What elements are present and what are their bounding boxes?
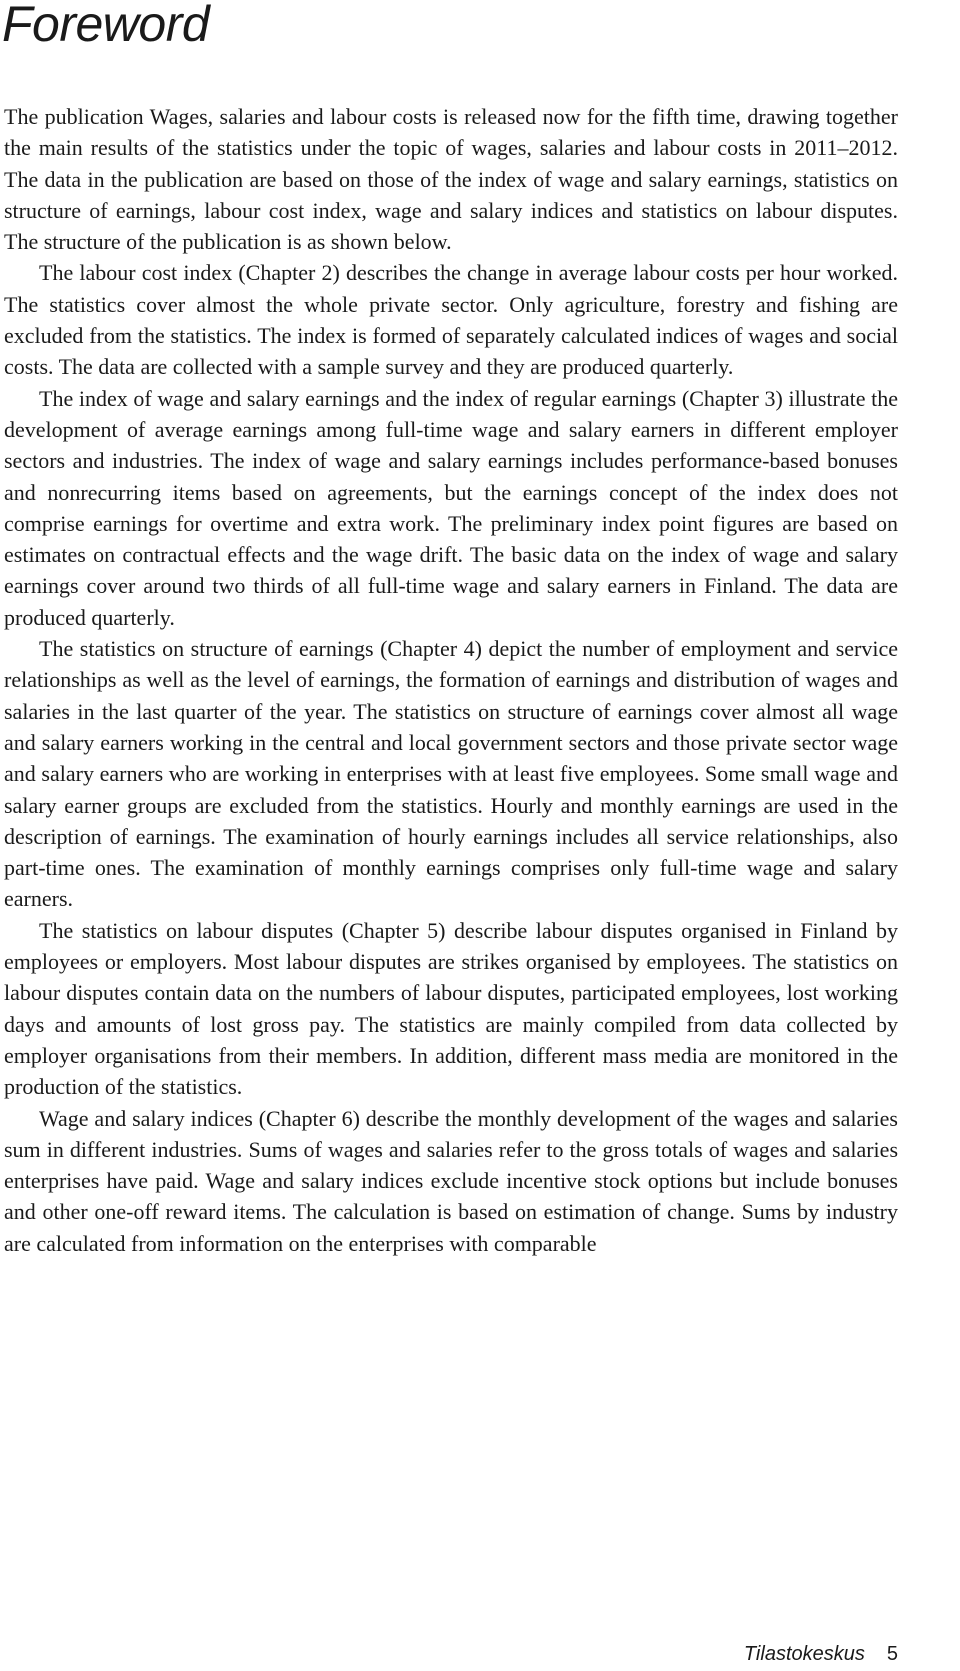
- paragraph-intro: The publication Wages, salaries and labour costs is released now for the fifth time, drawing together the main results of the statistics under the topic of wages, salaries and labour costs in 2011–2012. The data in the publication are based on those of the index of wage and salary earnings, statistics on structure of earnings, labour cost index, wage and salary indices and statistics on labour disputes. The structure of the publication is as shown below.: [4, 104, 898, 255]
- paragraph-labour-cost-index: The labour cost index (Chapter 2) describes the change in average labour costs per hour worked. The statistics cover almost the whole private sector. Only agriculture, forestry and fishing are excluded from the statistics. The index is formed of separately calculated indices of wages and social costs. The data are collected with a sample survey and they are produced quarterly.: [4, 260, 898, 380]
- paragraph-structure-of-earnings: The statistics on structure of earnings (Chapter 4) depict the number of employment and service relationships as well as the level of earnings, the formation of earnings and distribution of wages and salaries in the last quarter of the year. The statistics on structure of earnings cover almost all wage and salary earners working in the central and local government sectors and those private sector wage and salary earners who are working in enterprises with at least five employees. Some small wage and salary earner groups are excluded from the statistics. Hourly and monthly earnings are used in the description of earnings. The examination of hourly earnings includes all service relationships, also part-time ones. The examination of monthly earnings comprises only full-time wage and salary earners.: [4, 636, 898, 912]
- page-footer: [744, 1641, 898, 1667]
- footer-publisher: Tilastokeskus: [743, 1643, 865, 1665]
- paragraph-wage-salary-earnings-index: The index of wage and salary earnings and the index of regular earnings (Chapter 3) illustrate the development of average earnings among full-time wage and salary earners in different employer sectors and industries. The index of wage and salary earnings includes performance-based bonuses and nonrecurring items based on agreements, but the earnings concept of the index does not comprise earnings for overtime and extra work. The preliminary index point figures are based on estimates on contractual effects and the wage drift. The basic data on the index of wage and salary earnings cover around two thirds of all full-time wage and salary earners in Finland. The data are produced quarterly.: [4, 385, 898, 630]
- paragraph-wage-salary-indices: Wage and salary indices (Chapter 6) describe the monthly development of the wages and salaries sum in different industries. Sums of wages and salaries refer to the gross totals of wages and salaries enterprises have paid. Wage and salary indices exclude incentive stock options but include bonuses and other one-off reward items. The calculation is based on estimation of change. Sums by industry are calculated from information on the enterprises with comparable: [4, 1105, 898, 1256]
- page-title: Foreword: [2, 0, 210, 52]
- paragraph-labour-disputes: The statistics on labour disputes (Chapter 5) describe labour disputes organised in Finland by employees or employers. Most labour disputes are strikes organised by employees. The statistics on labour disputes contain data on the numbers of labour disputes, participated employees, lost working days and amounts of lost gross pay. The statistics are mainly compiled from data collected by employer organisations from their members. In addition, different mass media are monitored in the production of the statistics.: [4, 917, 898, 1100]
- page-number: 5: [886, 1643, 898, 1665]
- foreword-body: [4, 101, 898, 1259]
